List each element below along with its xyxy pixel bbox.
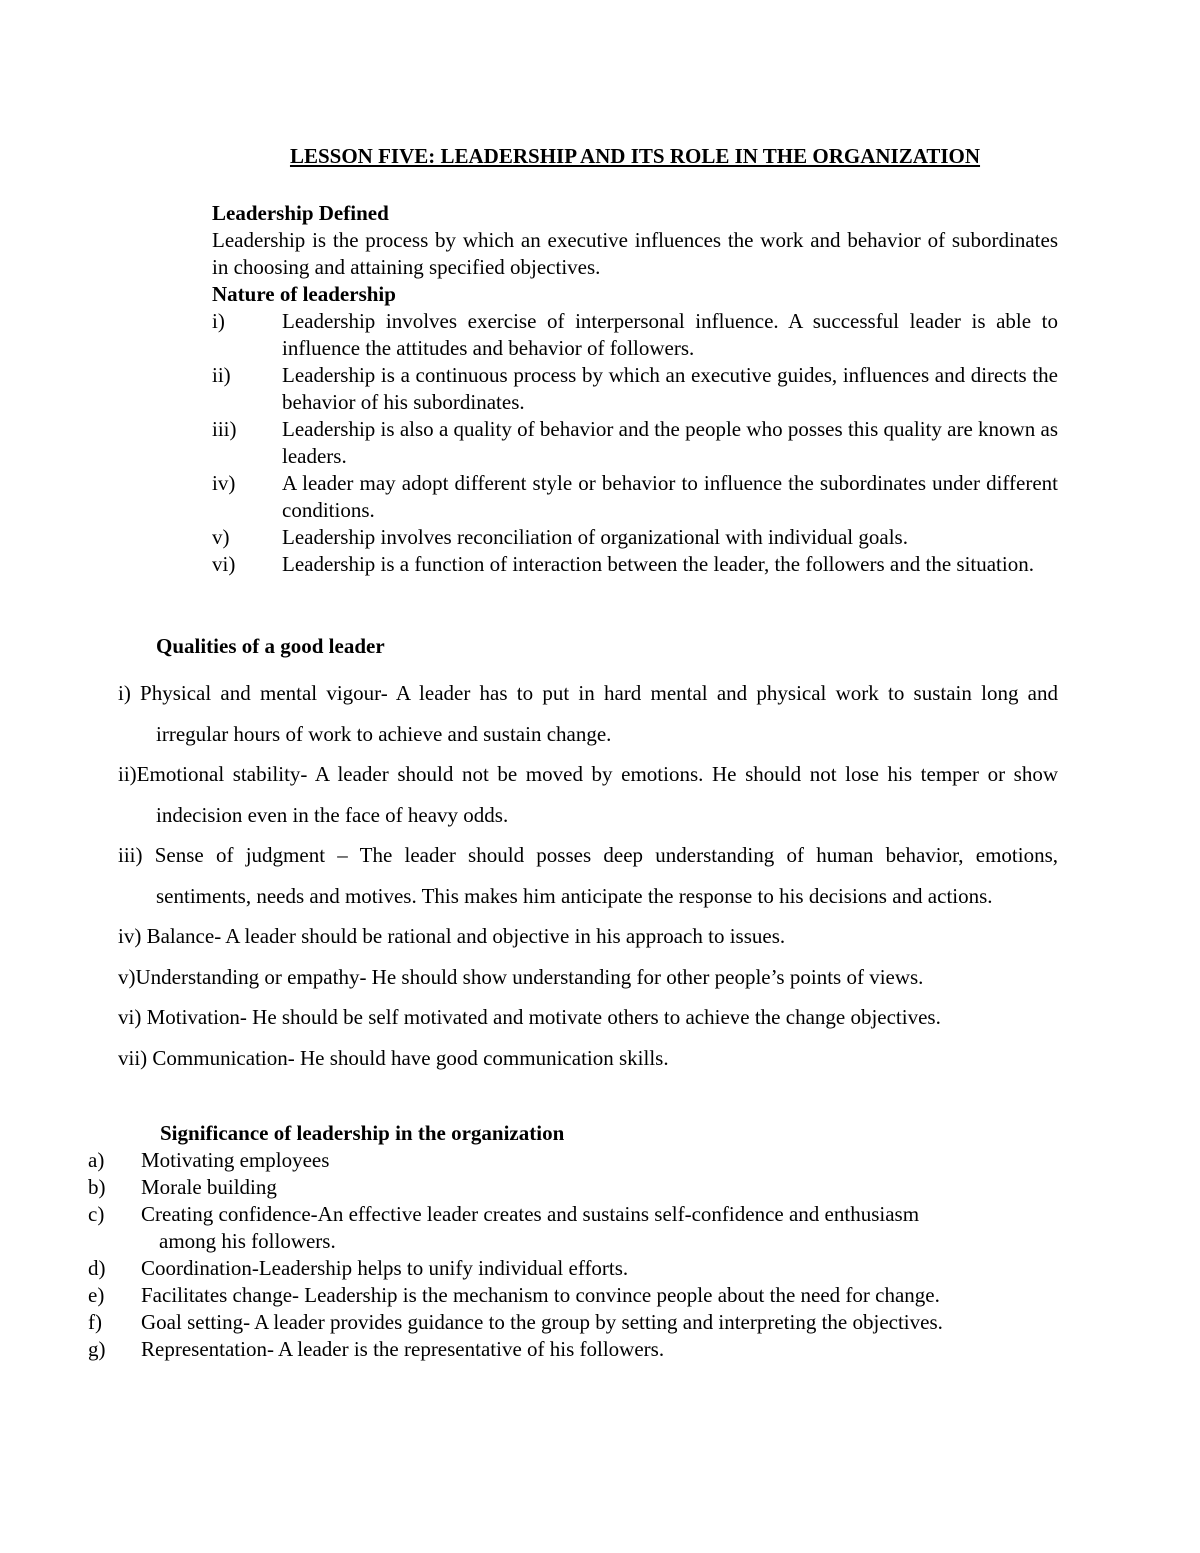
list-item: vi) Motivation- He should be self motivated and motivate others to achieve the change objectives. bbox=[118, 1005, 941, 1029]
list-item bbox=[212, 416, 1058, 470]
list-item-text: Leadership is a continuous process by which an executive guides, influences and directs the behavior of his subordinates. bbox=[282, 363, 1058, 414]
list-item bbox=[88, 1174, 1058, 1201]
list-item bbox=[212, 551, 1058, 578]
list-item bbox=[88, 1309, 1058, 1336]
list-item bbox=[212, 524, 1058, 551]
list-item bbox=[212, 362, 1058, 416]
list-item-number: iii) bbox=[212, 417, 237, 441]
definition-section bbox=[212, 200, 1058, 578]
list-item-text: Leadership involves reconciliation of organizational with individual goals. bbox=[282, 525, 908, 549]
list-item bbox=[212, 308, 1058, 362]
significance-list bbox=[88, 1147, 1058, 1363]
list-item-number: i) bbox=[212, 309, 225, 333]
list-item-text: Goal setting- A leader provides guidance to the group by setting and interpreting the objectives. bbox=[141, 1310, 943, 1334]
definition-heading: Leadership Defined bbox=[212, 201, 389, 225]
list-item-number: vi) bbox=[212, 552, 236, 576]
list-item-text: Representation- A leader is the representative of his followers. bbox=[141, 1337, 665, 1361]
definition-text: Leadership is the process by which an executive influences the work and behavior of subordinates in choosing and attaining specified objectives. bbox=[212, 228, 1058, 279]
list-item: vii) Communication- He should have good communication skills. bbox=[118, 1045, 669, 1070]
list-item: i) Physical and mental vigour- A leader has to put in hard mental and physical work to sustain long and irregular hours of work to achieve and sustain change. bbox=[118, 681, 1058, 746]
list-item bbox=[88, 1336, 1058, 1363]
list-item: ii)Emotional stability- A leader should not be moved by emotions. He should not lose his temper or show indecision even in the face of heavy odds. bbox=[118, 762, 1058, 827]
list-item-text: Coordination-Leadership helps to unify individual efforts. bbox=[141, 1256, 629, 1280]
list-item-number: ii) bbox=[212, 363, 231, 387]
list-item-number: iv) bbox=[212, 471, 236, 495]
list-item bbox=[88, 1201, 1058, 1255]
list-item-letter: g) bbox=[88, 1337, 106, 1361]
list-item-continuation: among his followers. bbox=[159, 1229, 336, 1253]
list-item-letter: c) bbox=[88, 1202, 105, 1226]
list-item-letter: e) bbox=[88, 1283, 105, 1307]
list-item-number: v) bbox=[212, 525, 230, 549]
nature-heading: Nature of leadership bbox=[212, 282, 396, 306]
list-item-text: Morale building bbox=[141, 1175, 277, 1199]
page-title: LESSON FIVE: LEADERSHIP AND ITS ROLE IN THE ORGANIZATION bbox=[289, 144, 981, 168]
list-item: iii) Sense of judgment – The leader should posses deep understanding of human behavior, emotions, sentiments, needs and motives. This makes him anticipate the response to his decisions and actions. bbox=[118, 843, 1058, 908]
list-item-letter: f) bbox=[88, 1310, 102, 1334]
list-item: v)Understanding or empathy- He should show understanding for other people’s points of views. bbox=[118, 964, 924, 989]
list-item: iv) Balance- A leader should be rational and objective in his approach to issues. bbox=[118, 924, 786, 948]
list-item-letter: d) bbox=[88, 1256, 106, 1280]
list-item bbox=[88, 1282, 1058, 1309]
list-item bbox=[88, 1255, 1058, 1282]
qualities-list bbox=[118, 673, 1058, 1078]
list-item-letter: b) bbox=[88, 1175, 106, 1199]
list-item-text: Leadership is also a quality of behavior and the people who posses this quality are known as leaders. bbox=[282, 417, 1058, 468]
list-item-text: Creating confidence-An effective leader creates and sustains self-confidence and enthusiasm bbox=[141, 1202, 920, 1226]
qualities-heading: Qualities of a good leader bbox=[156, 634, 385, 658]
list-item bbox=[88, 1147, 1058, 1174]
list-item bbox=[212, 470, 1058, 524]
significance-heading: Significance of leadership in the organization bbox=[160, 1121, 565, 1145]
list-item-text: Leadership is a function of interaction between the leader, the followers and the situation. bbox=[282, 552, 1034, 576]
list-item-text: Facilitates change- Leadership is the mechanism to convince people about the need for change. bbox=[141, 1283, 940, 1307]
nature-list bbox=[212, 308, 1058, 578]
list-item-letter: a) bbox=[88, 1148, 105, 1172]
list-item-text: Leadership involves exercise of interpersonal influence. A successful leader is able to influence the attitudes and behavior of followers. bbox=[282, 309, 1058, 360]
list-item-text: Motivating employees bbox=[141, 1148, 330, 1172]
list-item-text: A leader may adopt different style or behavior to influence the subordinates under different conditions. bbox=[282, 471, 1058, 522]
